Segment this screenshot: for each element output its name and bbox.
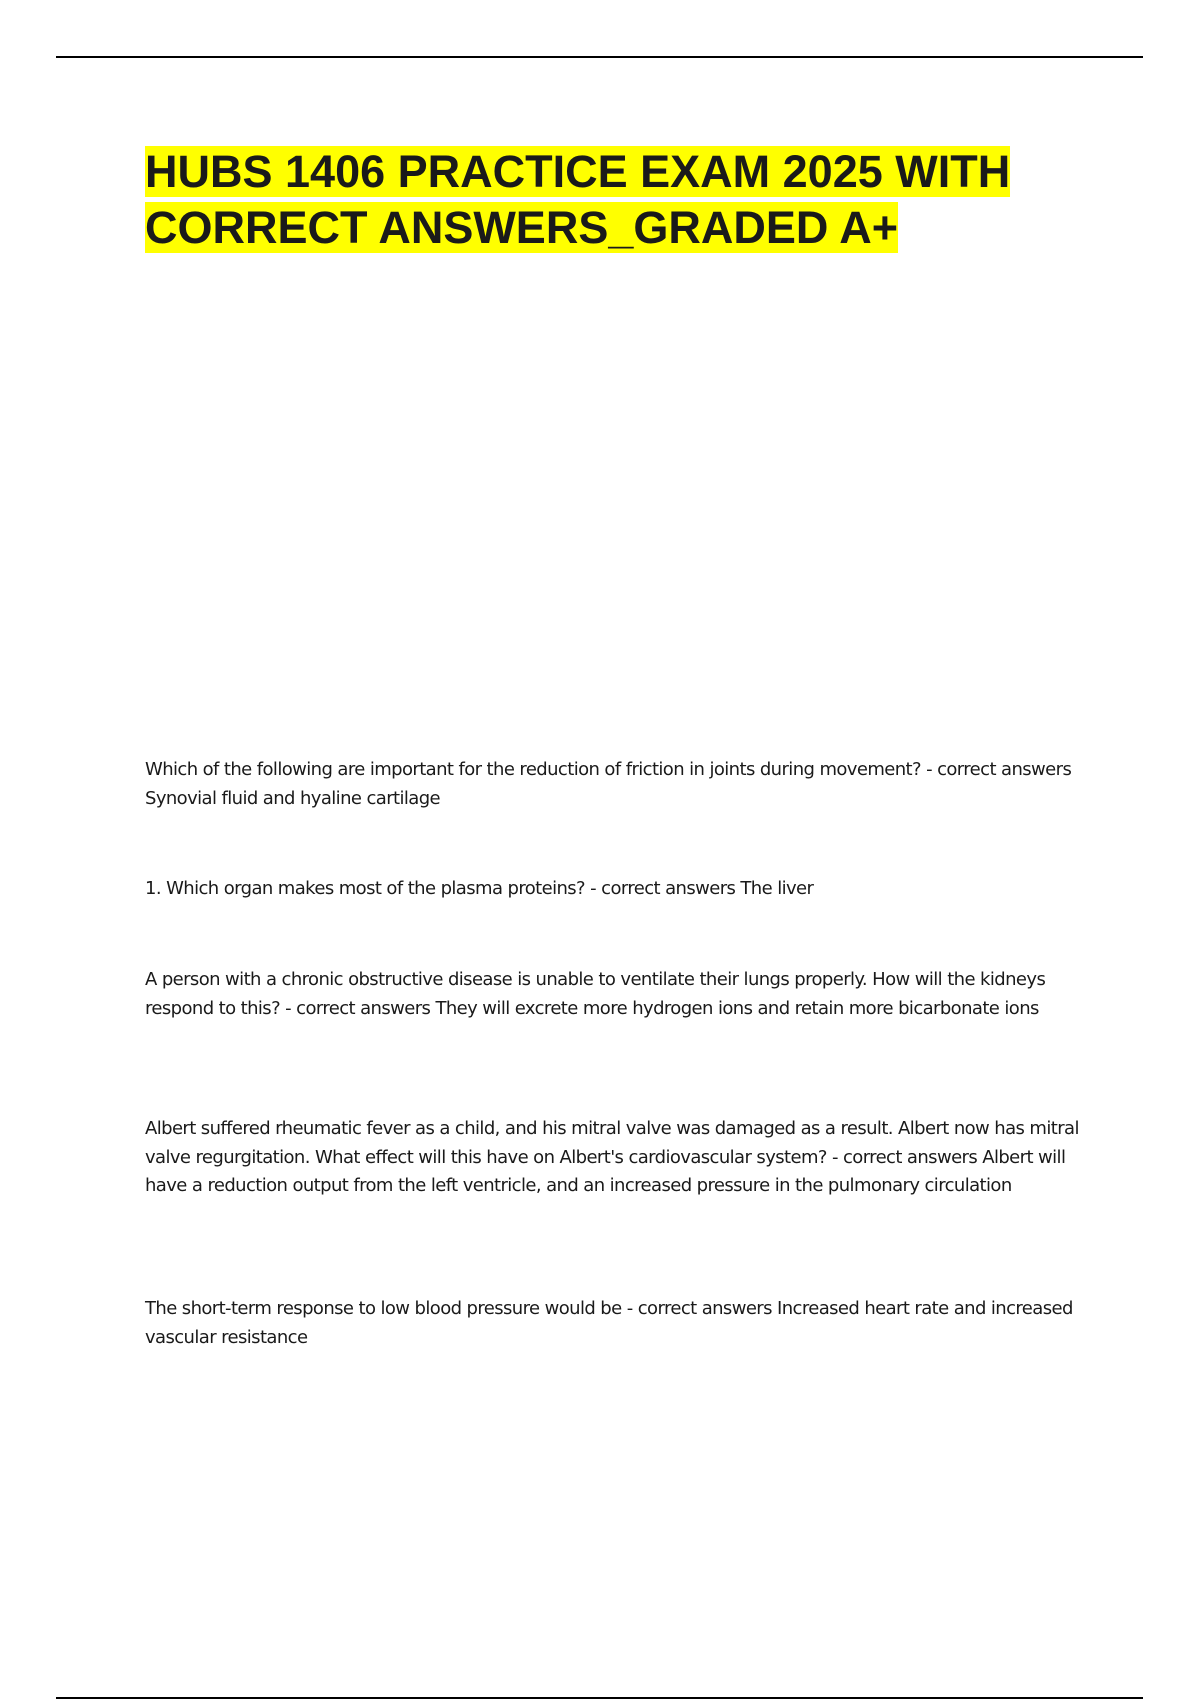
title-highlight: HUBS 1406 PRACTICE EXAM 2025 WITH CORRECT ANSWERS_GRADED A+ [145,146,1011,253]
question-answer-item: Which of the following are important for the reduction of friction in joints during movement? - correct answers Synovial fluid and hyaline cartilage [145,759,1072,809]
document-title [145,144,1105,256]
question-answer-item: Albert suffered rheumatic fever as a child, and his mitral valve was damaged as a result. Albert now has mitral valve regurgitation. What effect will this have on Albert's cardiovascular system? - correct answers Albert will have a reduction output from the left ventricle, and an increased pressure in the pulmonary circulation [145,1118,1079,1196]
question-answer-item: 1. Which organ makes most of the plasma proteins? - correct answers The liver [145,878,814,899]
question-answer-item: The short-term response to low blood pressure would be - correct answers Increased heart rate and increased vascular resistance [145,1298,1073,1348]
question-answer-item: A person with a chronic obstructive disease is unable to ventilate their lungs properly. How will the kidneys respond to this? - correct answers They will excrete more hydrogen ions and retain more bicarbonate ions [145,969,1046,1019]
top-divider [56,56,1143,58]
bottom-divider [56,1697,1143,1699]
